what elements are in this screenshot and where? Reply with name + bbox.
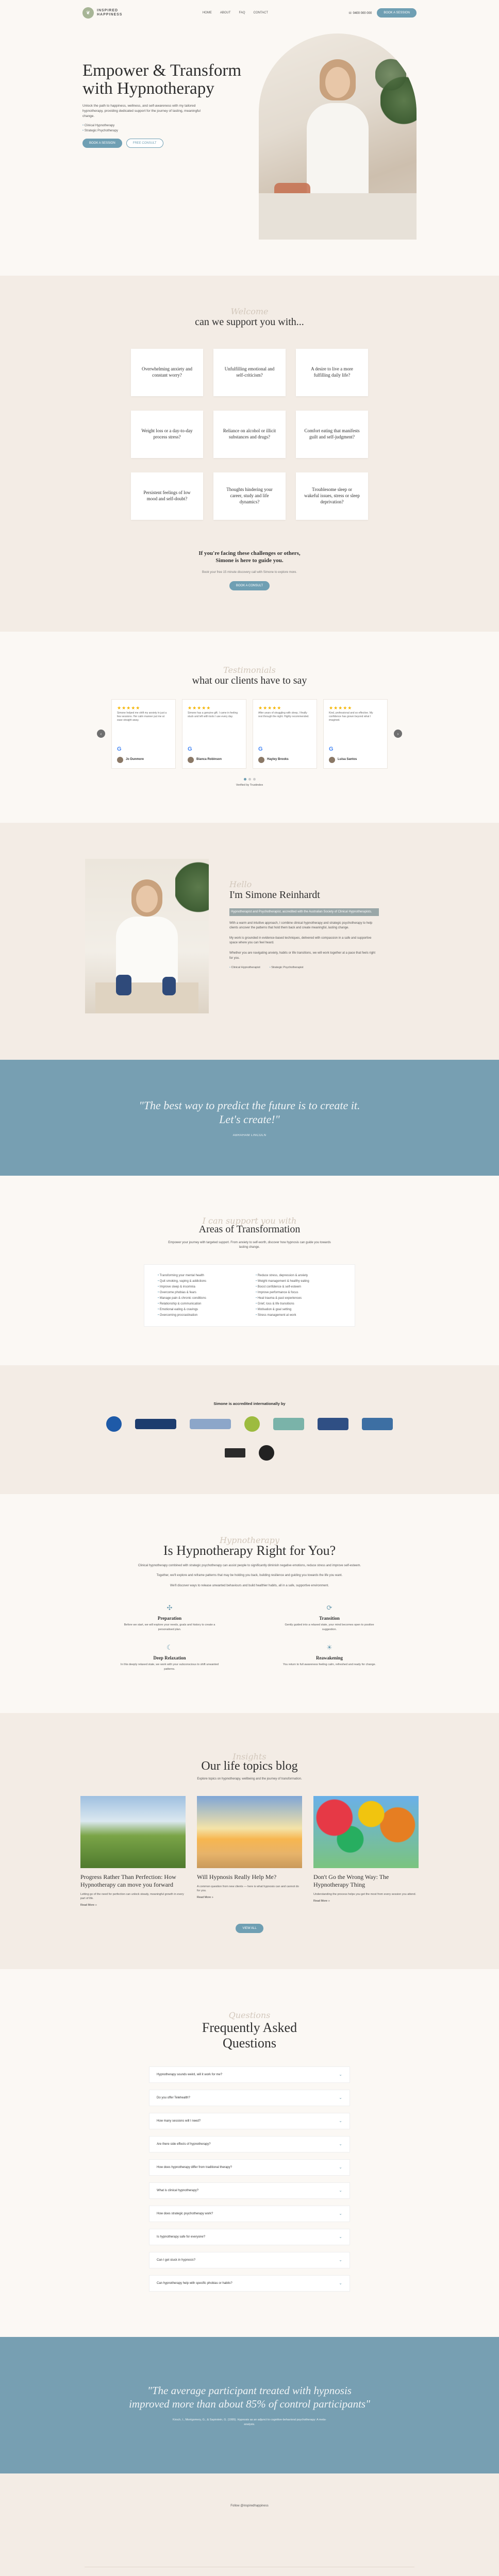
area-item: • Improve sleep & insomnia [158,1285,243,1289]
carousel-dots[interactable] [0,778,499,781]
support-card: Unfulfilling emotional and self-criticism? [213,349,286,396]
area-item: • Overcome phobias & fears [158,1291,243,1294]
right-for-script: Hypnotherapy [220,1535,279,1545]
nav-faq[interactable]: FAQ [239,11,245,14]
google-icon: G [258,745,263,752]
faq-item[interactable]: How does strategic psychotherapy work? ⌄ [149,2206,350,2222]
association-logo [135,1419,176,1429]
accreditation-section [0,1365,499,1494]
chevron-down-icon: ⌄ [339,2142,342,2147]
hero-title: Empower & Transform with Hypnotherapy [82,61,241,98]
areas-section [0,1176,499,1365]
hero-book-button[interactable]: BOOK A SESSION [82,139,122,148]
post-title[interactable]: Will Hypnosis Really Help Me? [197,1873,277,1880]
feature [113,1643,226,1672]
review-name: Jo Dunmore [126,758,144,761]
area-item: • Weight management & healthy eating [256,1280,341,1283]
blog-post[interactable] [197,1796,302,1907]
right-for-paragraph: Clinical hypnotherapy combined with strategic psychotherapy can assist people to significantly diminish negative emotions, reduce stress and improve self-esteem. [138,1564,361,1567]
support-card: Overwhelming anxiety and constant worry? [131,349,203,396]
areas-title: Areas of Transformation [198,1223,301,1235]
association-logo [318,1418,348,1430]
logo[interactable] [82,7,122,19]
stars-icon: ★★★★★ [258,705,282,710]
avatar [117,757,123,763]
blog-post[interactable] [80,1796,186,1907]
review-text: Simone has a genuine gift. I came in feeling stuck and left with tools I use every day. [188,711,238,718]
next-arrow-icon[interactable]: › [394,730,402,738]
support-card: Troublesome sleep or wakeful issues, stress or sleep deprivation? [296,472,368,520]
reviews-script: Testimonials [223,665,276,675]
chevron-down-icon: ⌄ [339,2119,342,2124]
nav-about[interactable]: ABOUT [220,11,231,14]
research-quote-banner [0,2337,499,2473]
hero-bullet: • Strategic Psychotherapy [82,129,258,132]
reviews-title: what our clients have to say [192,674,307,686]
post-excerpt: A common question from new clients — here is what hypnosis can and cannot do for you. [197,1885,299,1892]
review-text: Simone helped me shift my anxiety in just a few sessions. Her calm manner put me at ease straight away. [117,711,167,722]
support-script: Welcome [230,307,269,316]
sun-icon: ☀ [326,1643,332,1651]
feature-title: Deep Relaxation [153,1655,186,1660]
faq-item[interactable]: Do you offer Telehealth? ⌄ [149,2090,350,2106]
stars-icon: ★★★★★ [117,705,141,710]
compass-icon: ✣ [167,1604,173,1612]
nav-home[interactable]: HOME [202,11,212,14]
review-name: Bianca Robinson [196,758,222,761]
support-section [0,276,499,632]
about-highlight: Hypnotherapist and Psychotherapist, accredited with the Australian Society of Clinical Hypnotherapists. [229,908,379,916]
support-card: Persistent feelings of low mood and self-doubt? [131,472,203,520]
avatar [258,757,264,763]
quote-author: ABRAHAM LINCOLN [232,1133,267,1137]
blog-script: Insights [232,1751,267,1761]
google-icon: G [188,745,192,752]
right-for-paragraph: Together, we'll explore and reframe patterns that may be holding you back, building resilience and guiding you towards the life you want. [156,1574,343,1578]
about-script: Hello [229,879,252,889]
association-logo [259,1445,274,1461]
instagram-section [0,2473,499,2576]
feature [273,1643,386,1672]
faq-item[interactable]: What is clinical hypnotherapy? ⌄ [149,2182,350,2199]
blog-lead: Explore topics on hypnotherapy, wellbeing and the journey of transformation. [197,1777,302,1781]
area-item: • Reduce stress, depression & anxiety [256,1274,341,1277]
area-item: • Overcoming procrastination [158,1314,243,1317]
stars-icon: ★★★★★ [188,705,211,710]
area-item: • Relationship & communication [158,1302,243,1306]
faq-item[interactable]: Are there side effects of hypnotherapy? ⌄ [149,2136,350,2153]
association-logo [273,1418,304,1430]
avatar [188,757,194,763]
hero-consult-button[interactable]: FREE CONSULT [126,139,163,148]
about-paragraph: My work is grounded in evidence-based techniques, delivered with compassion in a safe and supportive space where you can feel heard. [229,936,372,945]
chevron-down-icon: ⌄ [339,2211,342,2216]
review-name: Luisa Santos [338,758,357,761]
avatar [329,757,335,763]
feature-text: You return to full awareness feeling calm, refreshed and ready for change. [282,1663,376,1666]
area-item: • Emotional eating & cravings [158,1308,243,1311]
reviews-section [0,632,499,823]
read-more-link[interactable]: Read More » [80,1904,97,1907]
logo-line1: INSPIRED [97,8,119,12]
transition-icon: ⟳ [326,1604,332,1612]
nav-contact[interactable]: CONTACT [253,11,269,14]
book-session-button[interactable]: BOOK A SESSION [377,8,417,18]
faq-title: Frequently Asked Questions [202,2020,297,2050]
chevron-down-icon: ⌄ [339,2095,342,2100]
blog-section [0,1713,499,1970]
review-card [182,699,246,769]
faq-item[interactable]: Hypnotherapy sounds weird, will it work for me? ⌄ [149,2066,350,2083]
main-nav [203,11,268,14]
right-for-paragraph: We'll discover ways to release unwanted behaviours and build healthier habits, all in a safe, supportive environment. [170,1584,329,1587]
areas-script: I can support you with [202,1215,297,1226]
about-paragraph: Whether you are navigating anxiety, habits or life transitions, we will work together at a pace that feels right for you. [229,951,376,960]
phone-link[interactable]: ☏ 0400 000 000 [348,11,372,15]
support-card: A desire to live a more fulfilling daily life? [296,349,368,396]
area-item: • Grief, loss & life transitions [256,1302,341,1306]
areas-list [144,1264,355,1327]
support-card: Weight loss or a day-to-day process stress? [131,411,203,458]
about-photo [85,859,209,1013]
hero-bullet: • Clinical Hypnotherapy [82,124,258,127]
read-more-link[interactable]: Read More » [313,1899,330,1903]
review-text: Kind, professional and so effective. My confidence has grown beyond what I imagined. [329,711,373,722]
read-more-link[interactable]: Read More » [197,1896,213,1900]
chevron-down-icon: ⌄ [339,2188,342,2193]
support-card: Thoughts hindering your career, study and life dynamics? [213,472,286,520]
association-logo [106,1416,122,1432]
faq-item[interactable]: Can hypnotherapy help with specific phobias or habits? ⌄ [149,2275,350,2292]
support-cta-text: Book your free 15 minute discovery call with Simone to explore more. [202,570,297,574]
right-for-title: Is Hypnotherapy Right for You? [163,1543,336,1558]
area-item: • Quit smoking, vaping & addictions [158,1280,243,1283]
about-paragraph: With a warm and intuitive approach, I combine clinical hypnotherapy and strategic psychotherapy to help clients uncover the patterns that hold them back and create meaningful, lasting change. [229,921,373,930]
post-title[interactable]: Don't Go the Wrong Way: The Hypnotherapy Thing [313,1873,389,1888]
stars-icon: ★★★★★ [329,705,353,710]
about-bullet: • Clinical Hypnotherapist [229,966,260,969]
post-title[interactable]: Progress Rather Than Perfection: How Hypnotherapy can move you forward [80,1873,176,1888]
hypnotherapy-section [0,1494,499,1713]
area-item: • Motivation & goal setting [256,1308,341,1311]
association-logo [244,1416,260,1432]
site-header [0,0,499,26]
chevron-down-icon: ⌄ [339,2258,342,2263]
feature-text: Before we start, we will explore your needs, goals and history to create a personalised plan. [124,1623,215,1632]
area-item: • Manage pain & chronic conditions [158,1297,243,1300]
feature [273,1604,386,1632]
support-title: can we support you with... [195,316,304,328]
area-item: • Transforming your mental health [158,1274,243,1277]
faq-item[interactable]: Is hypnotherapy safe for everyone? ⌄ [149,2229,350,2245]
hero-text: Unlock the path to happiness, wellness, and self-awareness with my tailored hypnotherapy, providing dedicated support for the journey of lasting, meaningful change. [82,104,201,118]
quote-banner [0,1060,499,1176]
faq-item[interactable]: How many sessions will I need? ⌄ [149,2113,350,2129]
faq-item[interactable]: Can I get stuck in hypnosis? ⌄ [149,2252,350,2268]
hero-section [0,26,499,252]
feature [113,1604,226,1632]
post-image [197,1796,302,1868]
area-item: • Heal trauma & past experiences [256,1297,341,1300]
post-image [80,1796,186,1868]
association-logo [190,1419,231,1429]
area-item: • Improve performance & focus [256,1291,341,1294]
research-quote-text: "The average participant treated with hypnosis improved more than about 85% of control participants" [129,2384,370,2411]
quote-text: "The best way to predict the future is to create it. Let's create!" [139,1098,360,1126]
chevron-down-icon: ⌄ [339,2234,342,2240]
chevron-down-icon: ⌄ [339,2072,342,2077]
feature-text: In this deeply relaxed state, we work with your subconscious to shift unwanted patterns. [120,1663,219,1671]
feature-title: Transition [319,1616,340,1621]
feature-title: Reawakening [315,1655,343,1660]
areas-lead: Empower your journey with targeted support. From anxiety to self-worth, discover how hypnosis can guide you towards lasting change. [168,1241,331,1249]
review-text: After years of struggling with sleep, I finally rest through the night. Highly recommended. [258,711,309,718]
area-item: • Boost confidence & self-esteem [256,1285,341,1289]
about-section [0,823,499,1060]
review-card [323,699,388,769]
post-excerpt: Letting go of the need for perfection can unlock steady, meaningful growth in every part of life. [80,1892,184,1900]
review-name: Hayley Brooks [267,758,289,761]
post-excerpt: Understanding the process helps you get the most from every session you attend. [313,1892,417,1896]
association-logo [225,1448,245,1458]
logo-line2: HAPPINESS [97,13,123,16]
view-all-button[interactable]: VIEW ALL [236,1924,263,1933]
about-title: I'm Simone Reinhardt [229,889,320,901]
faq-section [0,1969,499,2337]
leaf-icon: ❦ [82,7,94,19]
blog-post[interactable] [313,1796,419,1907]
about-bullet: • Strategic Psychotherapist [270,966,304,969]
feature-text: Gently guided into a relaxed state, your mind becomes open to positive suggestion. [285,1623,374,1632]
association-logo [362,1418,393,1430]
google-icon: G [329,745,334,752]
support-cta-button[interactable]: BOOK A CONSULT [229,581,270,590]
post-image [313,1796,419,1868]
relax-icon: ☾ [167,1643,173,1651]
faq-item[interactable]: How does hypnotherapy differ from traditional therapy? ⌄ [149,2159,350,2176]
feature-title: Preparation [157,1616,182,1621]
chevron-down-icon: ⌄ [339,2165,342,2170]
faq-script: Questions [228,2010,271,2021]
review-card [111,699,176,769]
review-card [253,699,317,769]
prev-arrow-icon[interactable]: ‹ [97,730,105,738]
support-card: Comfort eating that manifests guilt and self-judgment? [296,411,368,458]
research-quote-source: Kirsch, I., Montgomery, G., & Sapirstein, G. (1995). Hypnosis as an adjunct to cognitive-behavioral psychotherapy: A meta-analysis. [173,2418,326,2426]
support-cta-title: If you're facing these challenges or others, Simone is here to guide you. [198,550,301,564]
area-item: • Stress management at work [256,1314,341,1317]
verified-badge: Verified by Trustindex [236,783,263,787]
support-card: Reliance on alcohol or illicit substances and drugs? [213,411,286,458]
google-icon: G [117,745,122,752]
instagram-link[interactable]: Follow @inspiredhappiness [230,2504,269,2507]
accreditation-title: Simone is accredited internationally by [213,1401,286,1406]
blog-title: Our life topics blog [201,1759,298,1773]
chevron-down-icon: ⌄ [339,2281,342,2286]
hero-photo [259,33,417,240]
